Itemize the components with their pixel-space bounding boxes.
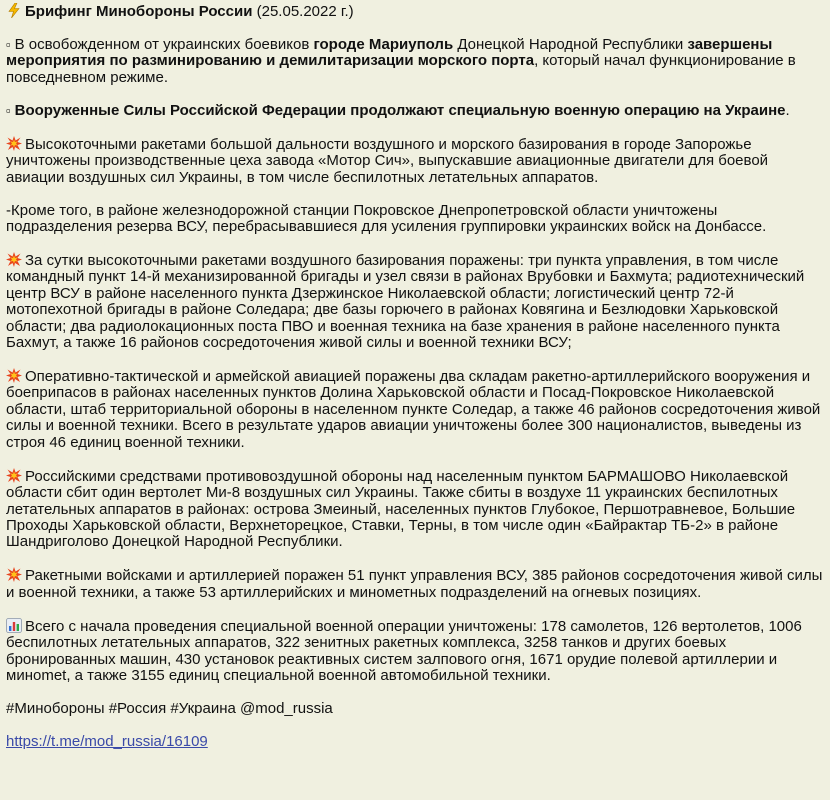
paragraph-text: Российскими средствами противовоздушной обороны над населенным пунктом БАРМАШОВО Николаевской области сбит один вертолет Ми-8 воздушных сил Украины. Также сбиты в воздухе 11 украинских беспилотных летательных аппаратов в районах: острова Змеиный, населенных пунктов Глубокое, Першотравневое, Большие Проходы Харьковской области, Верхнеторецкое, Ставки, Терны, в том числе один «Байрактар ТБ-2» в районе Шандриголово Донецкой Народной Республики.	[6, 467, 796, 551]
lightning-icon	[6, 3, 22, 18]
paragraph-text: -Кроме того, в районе железнодорожной станции Покровское Днепропетровской области уничтожены подразделения резерва ВСУ, перебрасывавшиеся для усиления группировки украинских войск на Донбассе.	[6, 201, 767, 236]
bullet-icon: ▫	[6, 37, 11, 52]
bold-span: завершены мероприятия по разминированию и демилитаризации морского порта	[6, 36, 773, 70]
explosion-icon	[6, 468, 22, 483]
bold-span: городе Мариуполь	[313, 36, 454, 53]
hashtags-text: #Минобороны #Россия #Украина @mod_russia	[6, 699, 333, 717]
paragraph-artillery	[6, 567, 824, 601]
title-date: (25.05.2022 г.)	[256, 3, 354, 20]
paragraph-daily-strikes	[6, 252, 824, 351]
title-text: Брифинг Минобороны России	[25, 3, 253, 20]
hashtags	[6, 701, 824, 717]
paragraph-text: Ракетными войсками и артиллерией поражен 51 пункт управления ВСУ, 385 районов сосредоточения живой силы и военной техники, а также 53 артиллерийских и минометных подразделений на огневых позициях.	[6, 567, 823, 601]
bullet-icon: ▫	[6, 102, 11, 118]
paragraph-text: За сутки высокоточными ракетами воздушного базирования поражены: три пункта управления, в том числе командный пункт 14-й механизированной бригады и узел связи в районах Врубовки и Бахмута; радиотехнический центр ВСУ в районе населенного пункта Дзержинское Николаевской области; логистический центр 72-й мотопехотной бригады в районе Соледара; две базы горючего в районах Ковягина и Безлюдовки Харьковской области; два радиолокационных поста ПВО и военная техника на базе хранения в районе населенного пункта Бахмут, а также 16 районов сосредоточения живой силы и военной техники ВСУ;	[6, 252, 805, 352]
paragraph-zaporozhye	[6, 136, 824, 186]
text-span: , который начал функционирование в повседневном режиме.	[6, 52, 796, 86]
paragraph-air-defense	[6, 468, 824, 551]
explosion-icon	[6, 252, 22, 267]
bold-span: Вооруженные Силы Российской Федерации продолжают специальную военную операцию на Украине	[14, 101, 786, 119]
paragraph-operation	[6, 103, 824, 119]
explosion-icon	[6, 567, 22, 582]
briefing-title	[6, 3, 824, 20]
paragraph-totals	[6, 618, 824, 685]
source-link-row	[6, 734, 824, 750]
paragraph-aviation	[6, 368, 824, 451]
text-span: .	[785, 101, 790, 119]
explosion-icon	[6, 136, 22, 151]
paragraph-text: Высокоточными ракетами большой дальности воздушного и морского базирования в городе Запорожье уничтожены производственные цеха завода «Мотор Сич», выпускавшие авиационные двигатели для боевой авиации воздушных сил Украины, в том числе беспилотных летательных аппаратов.	[6, 135, 769, 186]
text-span: В освобожденном от украинских боевиков	[14, 36, 314, 53]
bar-chart-icon	[6, 618, 22, 633]
paragraph-text: Оперативно-тактической и армейской авиацией поражены два складам ракетно-артиллерийского вооружения и боеприпасов в районах населенных пунктов Долина Харьковской области и Посад-Покровское Николаевской области, штаб территориальной обороны в населенном пункте Соледар, а также 46 районов сосредоточения живой силы и военной техники. Всего в результате ударов авиации уничтожены более 300 националистов, выведены из строя 46 единиц военной техники.	[6, 368, 821, 451]
paragraph-text: Всего с начала проведения специальной военной операции уничтожены: 178 самолетов, 126 вертолетов, 1006 беспилотных летательных аппаратов, 322 зенитных ракетных комплекса, 3258 танков и других боевых бронированных машин, 430 установок реактивных систем залпового огня, 1671 орудие полевой артиллерии и минomet, а также 3155 единиц специальной военной автомобильной техники.	[6, 617, 802, 684]
explosion-icon	[6, 368, 22, 383]
paragraph-mariupol	[6, 37, 824, 86]
paragraph-pokrovskoe	[6, 203, 824, 236]
text-span: Донецкой Народной Республики	[453, 36, 688, 53]
source-link[interactable]: https://t.me/mod_russia/16109	[6, 732, 208, 750]
